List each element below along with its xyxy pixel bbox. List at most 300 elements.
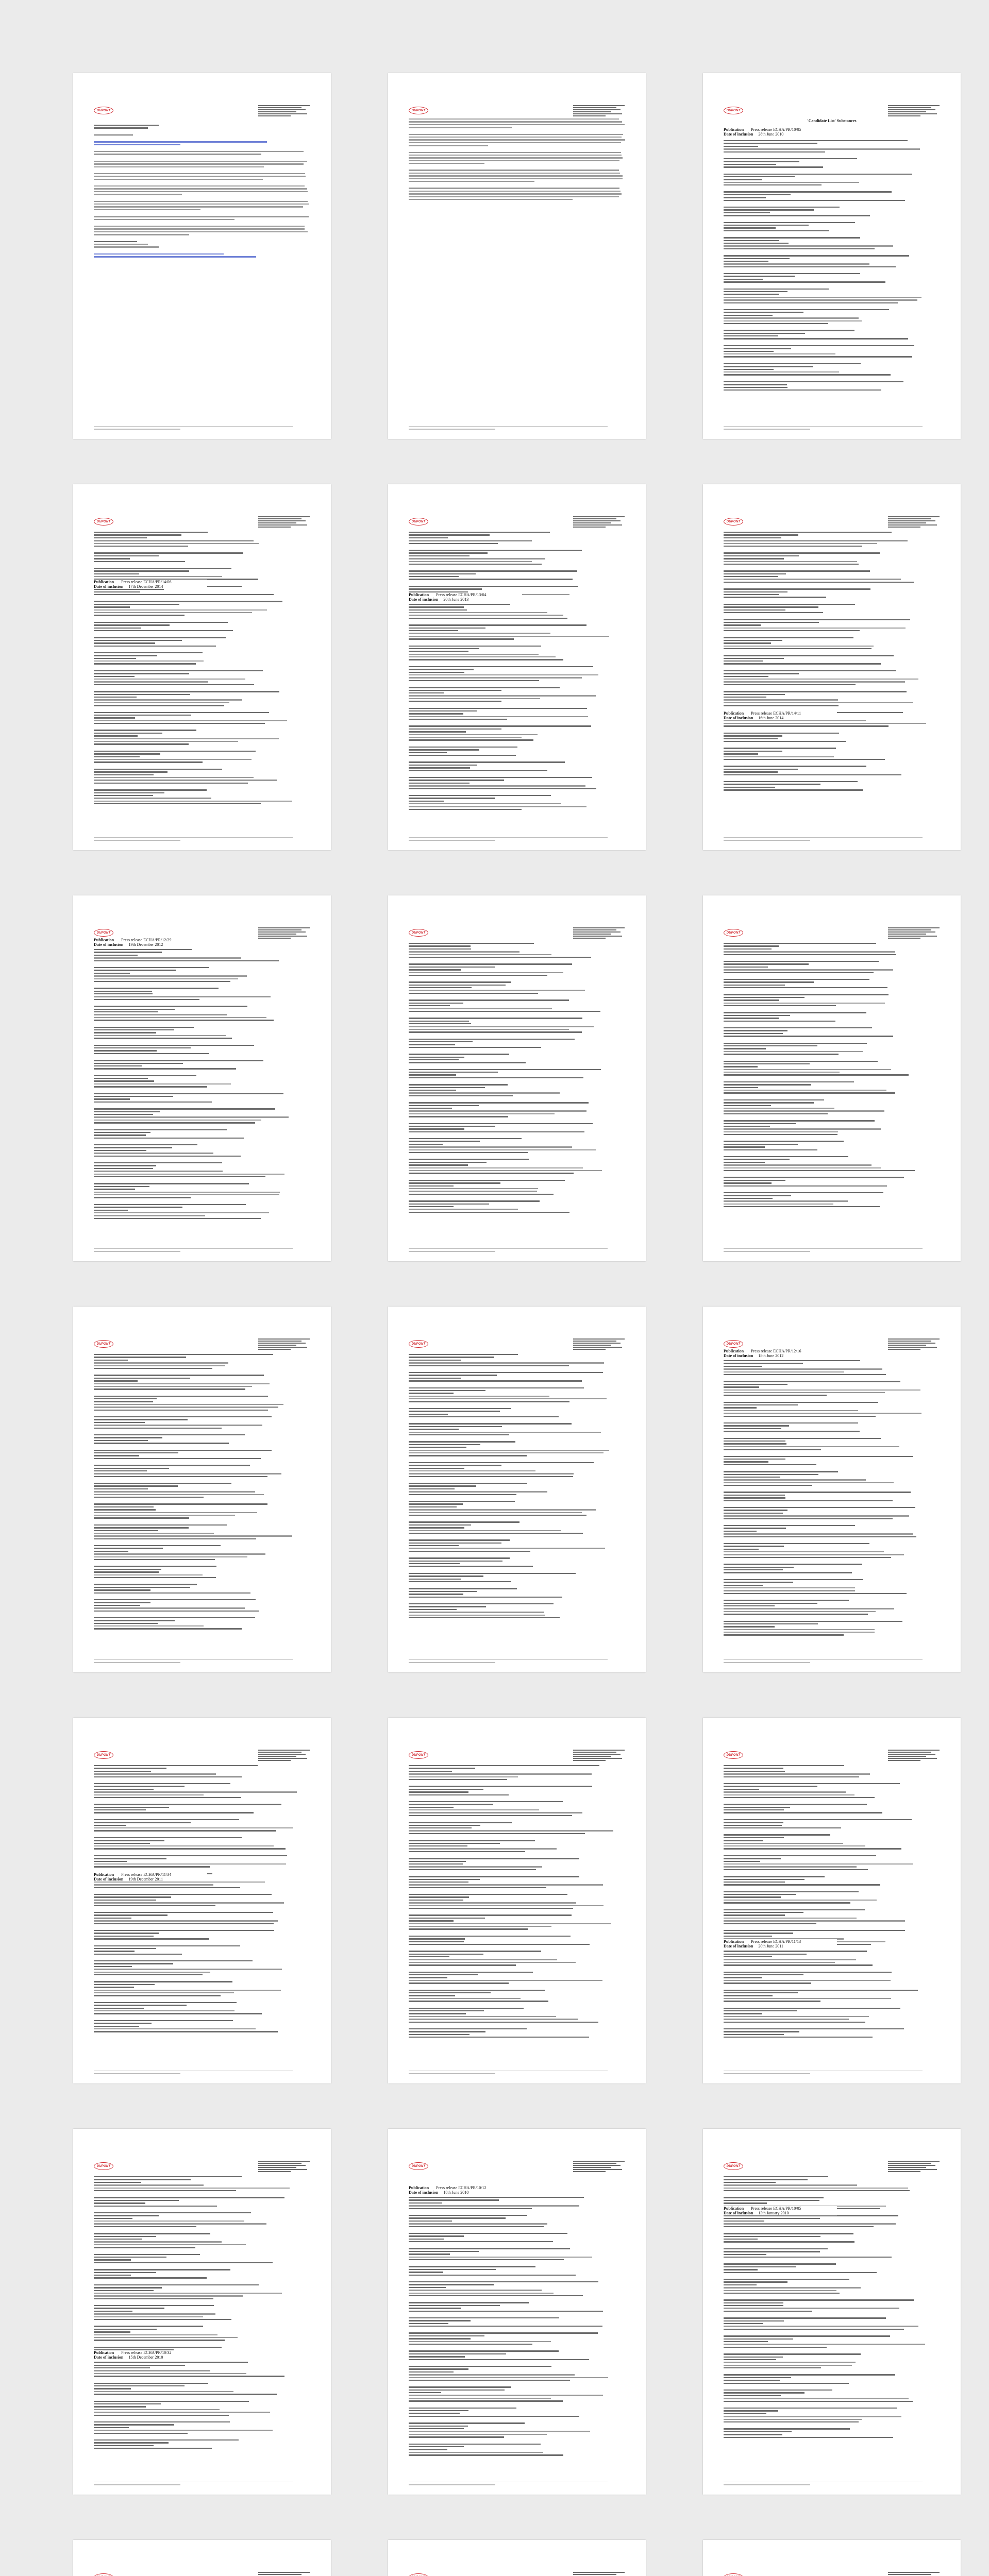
spacer — [724, 687, 940, 689]
text-line — [94, 2295, 243, 2296]
spacer — [724, 1872, 940, 1874]
text-line — [409, 2281, 598, 2282]
text-line — [409, 1204, 489, 1205]
text-line — [409, 2422, 525, 2424]
spacer — [724, 2244, 940, 2247]
text-line — [94, 1068, 236, 1069]
text-line — [409, 1401, 569, 1402]
text-line — [724, 426, 923, 427]
text-line — [409, 1804, 493, 1805]
text-line — [94, 1404, 283, 1405]
text-line — [409, 770, 547, 771]
text-line — [724, 1069, 891, 1070]
text-line — [724, 366, 813, 367]
text-line — [94, 1992, 234, 1993]
text-line — [409, 2284, 494, 2285]
company-address-block — [888, 1338, 942, 1350]
text-line — [94, 2073, 180, 2074]
text-line — [724, 1882, 785, 1883]
text-line — [94, 594, 274, 595]
text-line — [94, 1483, 231, 1484]
spacer — [94, 2321, 310, 2324]
spacer — [409, 148, 625, 150]
text-line — [724, 146, 758, 147]
text-line — [888, 929, 931, 930]
spacer — [409, 1872, 625, 1874]
text-line — [724, 2248, 828, 2249]
text-line — [409, 1515, 586, 1516]
text-line — [724, 294, 779, 295]
text-line — [94, 2403, 161, 2404]
text-line — [94, 637, 226, 638]
text-line — [724, 1827, 841, 1828]
spacer — [724, 600, 940, 602]
text-line — [94, 733, 162, 734]
text-line — [724, 248, 875, 249]
text-line — [409, 2413, 460, 2414]
text-line — [94, 1794, 204, 1795]
text-line — [409, 967, 495, 968]
text-line — [724, 2389, 832, 2391]
text-line — [724, 997, 804, 998]
text-line — [724, 1914, 785, 1916]
text-line — [724, 2279, 849, 2280]
text-line — [409, 193, 622, 194]
text-line — [94, 1843, 150, 1844]
text-line — [724, 2341, 768, 2342]
text-line — [409, 124, 625, 125]
text-line — [94, 705, 224, 706]
publication-row — [724, 127, 837, 132]
text-line — [724, 1812, 882, 1813]
text-line — [409, 708, 587, 709]
text-line — [94, 244, 148, 245]
text-line — [724, 1858, 781, 1859]
text-line — [94, 1212, 269, 1213]
text-line — [724, 1113, 828, 1114]
text-line — [724, 261, 768, 262]
text-line — [888, 1758, 937, 1759]
text-line — [409, 680, 539, 681]
text-line — [888, 1345, 926, 1346]
text-line — [724, 2281, 787, 2282]
text-line — [409, 674, 598, 675]
text-line — [724, 1840, 763, 1841]
text-line — [94, 1559, 215, 1560]
page-body — [724, 2176, 940, 2442]
text-line — [409, 1794, 509, 1795]
text-line — [94, 216, 309, 217]
text-line — [724, 338, 908, 339]
text-line — [724, 1837, 784, 1838]
text-line — [258, 1343, 306, 1344]
text-line — [409, 2350, 559, 2351]
spacer — [724, 1173, 940, 1175]
text-line — [94, 2241, 222, 2242]
text-line — [94, 756, 140, 757]
spacer — [94, 1221, 310, 1223]
text-line — [409, 945, 471, 946]
text-line — [409, 2371, 454, 2372]
text-line — [94, 2226, 196, 2227]
text-line — [724, 333, 805, 334]
text-line — [94, 2200, 179, 2201]
text-line — [724, 2365, 852, 2366]
text-line — [94, 1194, 279, 1195]
text-line — [409, 687, 560, 688]
text-line — [94, 1497, 204, 1498]
dupont-logo — [94, 2573, 113, 2576]
text-line — [94, 2482, 293, 2483]
spacer — [94, 2208, 310, 2211]
text-line — [724, 2398, 909, 2399]
text-line — [724, 1845, 865, 1846]
text-line — [409, 1843, 500, 1844]
text-line — [94, 1789, 154, 1790]
spacer — [94, 1908, 310, 1910]
text-line — [94, 2365, 185, 2366]
text-line — [409, 1123, 593, 1124]
date-of-inclusion-row — [94, 584, 207, 589]
publication-label: Publication — [409, 2185, 429, 2190]
text-line — [94, 1768, 166, 1769]
text-line — [94, 1900, 156, 1901]
spacer — [724, 1152, 940, 1155]
text-line — [724, 351, 774, 352]
text-line — [409, 1041, 473, 1042]
text-line — [724, 1149, 817, 1150]
text-line — [409, 1776, 518, 1777]
text-line — [409, 134, 623, 135]
text-line — [724, 371, 839, 372]
text-line — [409, 2452, 543, 2453]
text-line — [94, 2334, 217, 2335]
text-line — [724, 2013, 762, 2014]
text-line — [409, 747, 517, 748]
text-line — [94, 1945, 240, 1946]
document-page — [703, 2540, 961, 2576]
text-line — [94, 1923, 274, 1924]
text-line — [724, 1611, 876, 1612]
text-line — [94, 1174, 284, 1175]
text-line — [409, 1372, 603, 1373]
text-line — [409, 2482, 608, 2483]
text-line — [409, 163, 484, 164]
text-line — [724, 1027, 872, 1028]
text-line — [409, 121, 622, 122]
spacer — [724, 1503, 940, 1505]
spacer — [94, 1002, 310, 1004]
text-line — [724, 555, 799, 556]
text-line — [409, 1018, 582, 1019]
text-line — [94, 670, 263, 671]
text-line — [888, 1752, 931, 1753]
text-line — [94, 176, 306, 177]
spacer — [724, 359, 940, 362]
publication-block — [724, 1349, 837, 1358]
text-line — [94, 2442, 169, 2443]
text-line — [888, 2167, 926, 2168]
text-line — [94, 1592, 250, 1594]
text-line — [724, 363, 861, 364]
dupont-logo: DUPONT — [94, 2162, 113, 2170]
spacer — [724, 990, 940, 992]
spacer — [409, 683, 625, 685]
text-line — [724, 2028, 904, 2029]
text-line — [724, 2362, 856, 2363]
text-line — [409, 1954, 483, 1955]
text-line — [724, 1384, 787, 1385]
text-line — [409, 957, 591, 958]
spacer — [94, 984, 310, 986]
text-line — [724, 597, 826, 598]
text-line — [724, 684, 856, 685]
text-line — [409, 1362, 604, 1363]
text-line — [724, 1092, 895, 1093]
text-line — [409, 2275, 576, 2276]
text-line — [94, 1204, 246, 1205]
text-line — [409, 1905, 604, 1906]
spacer — [409, 1517, 625, 1520]
spacer — [409, 1931, 625, 1934]
page-body — [409, 1354, 625, 1622]
text-line — [724, 1251, 810, 1252]
publication-block — [409, 592, 522, 602]
spacer — [94, 1833, 310, 1836]
text-line — [94, 2424, 174, 2425]
text-line — [409, 2197, 584, 2198]
text-line — [94, 173, 305, 174]
text-line — [724, 2037, 873, 2038]
text-line — [409, 1876, 579, 1877]
spacer — [409, 1986, 625, 1988]
text-line — [409, 1801, 563, 1802]
spacer — [724, 269, 940, 272]
text-line — [888, 2169, 937, 2170]
text-line — [94, 2347, 222, 2348]
text-line — [409, 1615, 545, 1616]
text-line — [94, 1840, 164, 1841]
text-line — [409, 1144, 443, 1145]
publication-block — [724, 711, 837, 720]
text-line — [94, 1470, 147, 1471]
spacer — [409, 2458, 625, 2460]
text-line — [888, 109, 935, 110]
text-line — [724, 1200, 848, 1201]
text-line — [409, 2253, 450, 2255]
text-line — [94, 2439, 239, 2441]
spacer — [724, 1398, 940, 1400]
text-line — [724, 999, 779, 1001]
document-page — [388, 895, 646, 1261]
text-line — [409, 2205, 579, 2206]
text-line — [888, 522, 926, 523]
date-of-inclusion-value: 15th December 2010 — [128, 2355, 163, 2360]
text-line — [409, 1972, 533, 1973]
text-line — [573, 520, 621, 521]
text-line — [409, 1503, 463, 1504]
text-line — [724, 1564, 862, 1565]
text-line — [724, 1822, 783, 1823]
text-line — [409, 954, 551, 955]
text-line — [409, 1543, 501, 1544]
text-line — [724, 735, 782, 736]
text-line — [724, 1425, 789, 1426]
text-line — [573, 1760, 606, 1761]
text-line — [258, 524, 307, 526]
text-line — [409, 2416, 579, 2417]
publication-label: Publication — [724, 127, 744, 132]
text-line — [258, 520, 306, 521]
text-line — [94, 1183, 249, 1184]
text-line — [573, 518, 616, 519]
text-line — [94, 2212, 251, 2213]
text-line — [724, 1659, 923, 1660]
text-line — [724, 537, 781, 538]
text-line — [94, 219, 234, 220]
text-line — [888, 2163, 931, 2164]
text-line — [94, 2293, 282, 2294]
text-line — [724, 1964, 873, 1965]
text-line — [409, 1432, 601, 1433]
page-footer — [724, 2482, 940, 2485]
publication-label: Publication — [409, 592, 429, 597]
text-line — [409, 1047, 541, 1048]
text-line — [409, 552, 488, 553]
date-of-inclusion-label: Date of inclusion — [409, 597, 439, 602]
spacer — [724, 1968, 940, 1970]
text-line — [888, 1750, 940, 1751]
text-line — [409, 2223, 547, 2224]
text-line — [409, 1861, 466, 1862]
date-of-inclusion-row — [409, 2190, 522, 2195]
date-of-inclusion-row — [724, 716, 837, 720]
text-line — [724, 609, 785, 611]
text-line — [409, 1149, 596, 1150]
text-line — [573, 1758, 622, 1759]
page-body — [94, 1354, 310, 1634]
text-line — [724, 1018, 779, 1019]
text-line — [724, 1371, 844, 1372]
text-line — [724, 1912, 803, 1913]
spacer — [94, 1631, 310, 1634]
dupont-logo: DUPONT — [409, 518, 428, 526]
text-line — [724, 2241, 854, 2242]
date-of-inclusion-label: Date of inclusion — [94, 2355, 124, 2360]
text-line — [94, 573, 139, 574]
text-line — [94, 1455, 139, 1456]
text-line — [573, 1347, 622, 1348]
text-line — [94, 2020, 233, 2021]
spacer — [94, 1430, 310, 1433]
publication-row — [94, 580, 207, 584]
text-line — [94, 2326, 203, 2327]
text-line — [409, 2199, 499, 2200]
text-line — [724, 1861, 760, 1862]
text-line — [409, 2410, 468, 2411]
text-line — [724, 2272, 877, 2273]
text-line — [724, 1404, 798, 1405]
text-line — [724, 212, 770, 213]
text-line — [724, 994, 889, 995]
text-line — [94, 798, 211, 799]
text-line — [94, 1192, 280, 1193]
text-line — [409, 2293, 554, 2294]
text-line — [409, 2341, 551, 2342]
text-line — [724, 781, 858, 782]
text-line — [94, 1589, 150, 1590]
text-line — [409, 588, 482, 589]
text-line — [724, 655, 894, 656]
text-line — [724, 1863, 913, 1865]
text-line — [724, 1422, 858, 1423]
text-line — [724, 1990, 918, 1991]
text-line — [724, 738, 778, 739]
text-line — [94, 206, 303, 207]
spacer — [409, 201, 625, 204]
spacer — [94, 2265, 310, 2267]
text-line — [409, 1900, 463, 1901]
text-line — [409, 555, 470, 556]
text-line — [724, 1623, 818, 1624]
text-line — [409, 725, 591, 726]
page-body — [409, 532, 625, 814]
text-line — [94, 1032, 156, 1033]
text-line — [409, 1791, 468, 1792]
text-line — [724, 2347, 827, 2348]
text-line — [94, 2385, 185, 2386]
text-line — [94, 1101, 212, 1103]
text-line — [409, 1426, 502, 1427]
text-line — [573, 2574, 616, 2575]
text-line — [409, 1494, 516, 1495]
document-page — [703, 895, 961, 1261]
text-line — [573, 524, 622, 526]
date-of-inclusion-label: Date of inclusion — [94, 584, 124, 589]
spacer — [409, 130, 625, 132]
text-line — [94, 1006, 247, 1007]
text-line — [724, 1998, 891, 1999]
text-line — [409, 1170, 602, 1171]
text-line — [409, 1884, 603, 1885]
text-line — [94, 185, 305, 187]
text-line — [724, 2338, 793, 2340]
text-line — [888, 934, 926, 935]
page-footer — [409, 1248, 625, 1252]
text-line — [94, 1360, 128, 1361]
text-line — [724, 151, 825, 152]
text-line — [724, 1936, 772, 1937]
text-line — [724, 2223, 896, 2224]
text-line — [409, 734, 538, 735]
page-footer — [94, 1659, 310, 1663]
spacer — [409, 662, 625, 665]
text-line — [724, 951, 895, 952]
text-line — [724, 2293, 840, 2294]
company-address-block — [258, 2572, 312, 2576]
text-line — [724, 1110, 884, 1111]
text-line — [724, 1549, 759, 1550]
spacer — [724, 1188, 940, 1191]
spacer — [409, 546, 625, 548]
page-footer — [94, 2071, 310, 2074]
spacer — [94, 708, 310, 710]
text-line — [573, 2572, 625, 2573]
text-line — [724, 1771, 785, 1772]
text-line — [94, 967, 209, 968]
text-line — [888, 516, 940, 517]
text-line — [409, 1108, 452, 1109]
